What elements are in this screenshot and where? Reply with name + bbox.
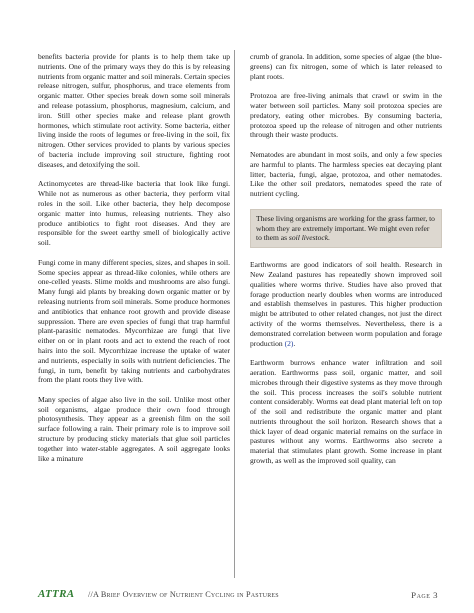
paragraph-bacteria: benefits bacteria provide for plants is to help them take up nutrients. One of the primary ways they do this is by releasing nutrients from organic matter and soil minerals. Certain species release nitrogen, sulfur, phosphorus, and trace elements from organic matter. Other species break down some soil minerals and release potassium, phosphorus, magnesium, calcium, and iron. Still other species make and release plant growth hormones, which stimulate root activity. Some bacteria, either living inside the roots of legumes or free-living in the soil, fix nitrogen. Other services provided to plants by various species of bacteria include improving soil structure, fighting root diseases, and detoxifying the soil. bbox=[38, 52, 230, 169]
paragraph-earthworms bbox=[250, 260, 442, 348]
page-number: Page 3 bbox=[411, 589, 438, 600]
paragraph-algae: Many species of algae also live in the soil. Unlike most other soil organisms, algae produce their own food through photosynthesis. They appear as a greenish film on the soil surface following a rain. Their primary role is to improve soil structure by producing sticky materials that glue soil particles together into water-stable aggregates. A soil aggregate looks like a minature bbox=[38, 394, 230, 463]
paragraph-earthworms-end: . bbox=[293, 338, 296, 348]
paragraph-protozoa: Protozoa are free-living animals that crawl or swim in the water between soil particles. Many soil protozoa species are predatory, eating other microbes. By consuming bacteria, protozoa speed up the release of nitrogen and other nutrients through their waste products. bbox=[250, 91, 442, 140]
paragraph-nematodes: Nematodes are abundant in most soils, and only a few species are harmful to plants. The harmless species eat decaying plant litter, bacteria, fungi, algae, protozoa, and other nematodes. Like the other soil predators, nematodes speed the rate of nutrient cycling. bbox=[250, 149, 442, 199]
attra-logo bbox=[38, 588, 74, 600]
paragraph-algae-continued: crumb of granola. In addition, some species of algae (the blue-greens) can fix nitrogen, some of which is later released to plant roots. bbox=[250, 52, 442, 81]
column-divider bbox=[234, 50, 235, 578]
paragraph-earthworms-text: Earthworms are good indicators of soil health. Research in New Zealand pastures has repeatedly shown improved soil qualities where worms thrive. Studies have also proved that forage production nearly doubles when worms are introduced and establish themselves in pastures. This higher production might be attributed to other related changes, not just the direct activity of the worms themselves. Nevertheless, there is a demonstrated correlation between worm population and forage production bbox=[250, 260, 442, 348]
reference-link-2[interactable]: (2) bbox=[284, 338, 294, 348]
pull-quote-box bbox=[250, 209, 442, 248]
logo-text: ATTRA bbox=[38, 588, 75, 600]
page-footer bbox=[38, 588, 438, 602]
publication-title: //A Brief Overview of Nutrient Cycling in Pastures bbox=[88, 589, 279, 599]
paragraph-earthworm-burrows: Earthworm burrows enhance water infiltration and soil aeration. Earthworms pass soil, organic matter, and soil microbes through their digestive systems as they move through the soil. This process increases the soil's soluble nutrient content considerably. Worms eat dead plant material left on top of the soil and redistribute the organic matter and plant nutrients throughout the soil horizon. Research shows that a thick layer of dead organic material remains on the surface in pastures without any worms. Earthworms also secrete a material that stimulates plant growth. Some increase in plant growth, as well as the improved soil quality, can bbox=[250, 358, 442, 466]
paragraph-actinomycetes: Actinomycetes are thread-like bacteria that look like fungi. While not as numerous as other bacteria, they perform vital roles in the soil. Like other bacteria, they help decompose organic matter into humus, releasing nutrients. They also produce antibiotics to fight root diseases. And they are responsible for the sweet earthy smell of biologically active soil. bbox=[38, 179, 230, 248]
pull-quote-text: These living organisms are working for the grass farmer, to whom they are extremely important. We might even refer to them as bbox=[256, 213, 435, 243]
right-column bbox=[250, 52, 442, 476]
paragraph-fungi: Fungi come in many different species, sizes, and shapes in soil. Some species appear as thread-like colonies, while others are one-celled yeasts. Slime molds and mushrooms are also fungi. Many fungi aid plants by breaking down organic matter or by releasing nutrients from soil minerals. Some produce hormones and antibiotics that enhance root growth and provide disease suppression. There are even species of fungi that trap harmful plant-parasitic nematodes. Mycorrhizae are fungi that live either on or in plant roots and act to extend the reach of root hairs into the soil. Mycorrhizae increase the uptake of water and nutrients, especially in soils with nutrient deficiencies. The fungi, in turn, benefit by taking nutrients and carbohydrates from the plant roots they live with. bbox=[38, 257, 230, 385]
left-column bbox=[38, 52, 230, 473]
pull-quote-emphasis: soil livestock. bbox=[288, 233, 330, 243]
